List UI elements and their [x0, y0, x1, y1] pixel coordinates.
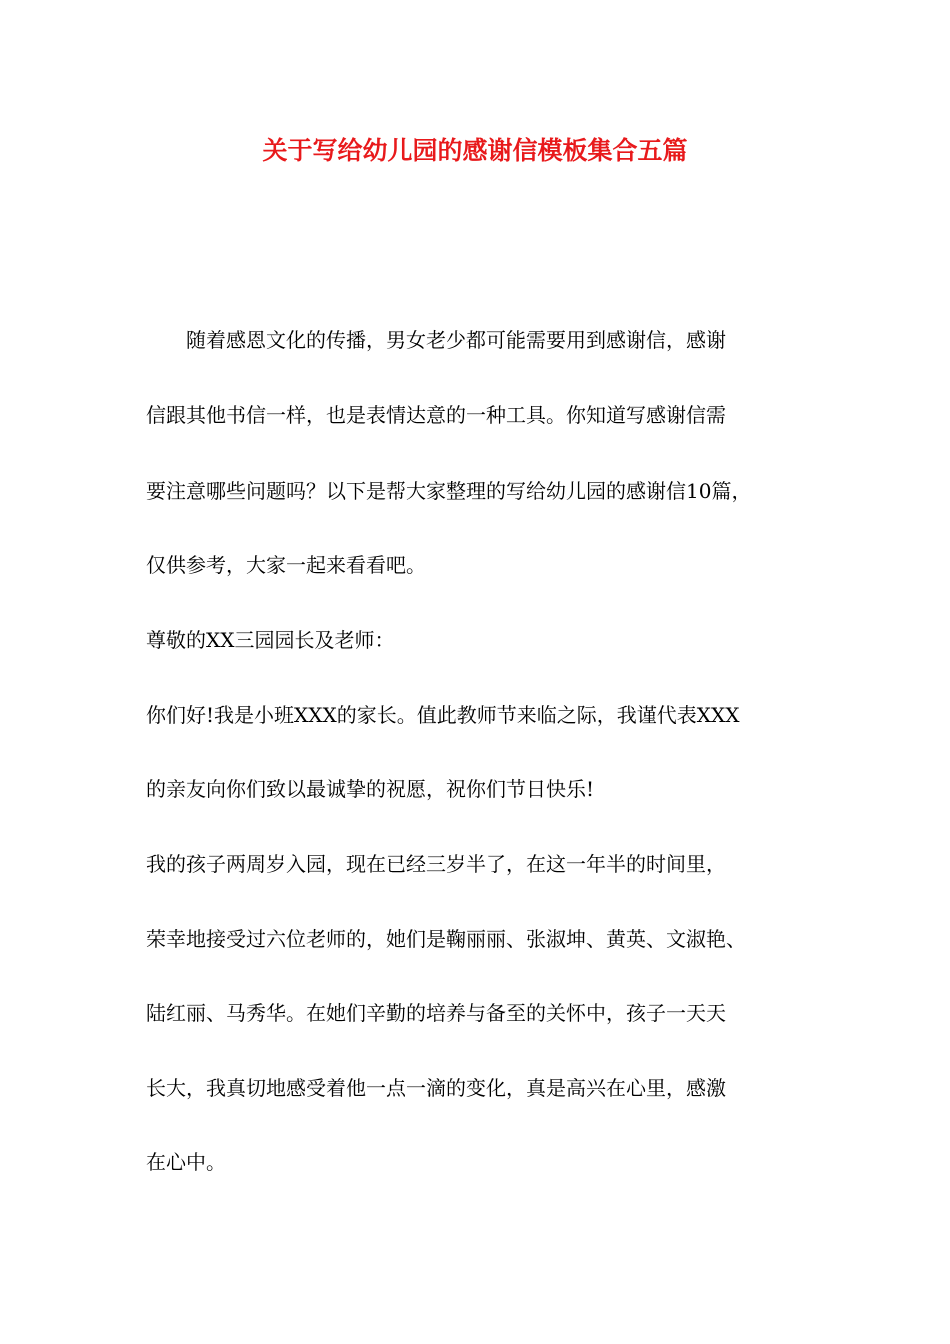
paragraph-line: 长大，我真切地感受着他一点一滴的变化，真是高兴在心里，感激	[146, 1076, 726, 1100]
paragraph-line: 陆红丽、马秀华。在她们辛勤的培养与备至的关怀中，孩子一天天	[146, 1001, 726, 1025]
paragraph-line: 在心中。	[146, 1150, 226, 1174]
paragraph-line: 随着感恩文化的传播，男女老少都可能需要用到感谢信，感谢	[146, 328, 726, 352]
paragraph-line: 荣幸地接受过六位老师的，她们是鞠丽丽、张淑坤、黄英、文淑艳、	[146, 927, 746, 951]
document-title: 关于写给幼儿园的感谢信模板集合五篇	[262, 136, 688, 165]
paragraph-line: 仅供参考，大家一起来看看吧。	[146, 553, 426, 577]
paragraph-line: 信跟其他书信一样，也是表情达意的一种工具。你知道写感谢信需	[146, 403, 726, 427]
paragraph-line: 你们好!我是小班XXX的家长。值此教师节来临之际，我谨代表XXX	[146, 703, 740, 727]
salutation-line: 尊敬的XX三园园长及老师：	[146, 628, 395, 652]
paragraph-line: 我的孩子两周岁入园，现在已经三岁半了，在这一年半的时间里，	[146, 852, 726, 876]
paragraph-line: 的亲友向你们致以最诚挚的祝愿，祝你们节日快乐!	[146, 777, 595, 801]
paragraph-line: 要注意哪些问题吗？以下是帮大家整理的写给幼儿园的感谢信10篇，	[146, 479, 752, 503]
